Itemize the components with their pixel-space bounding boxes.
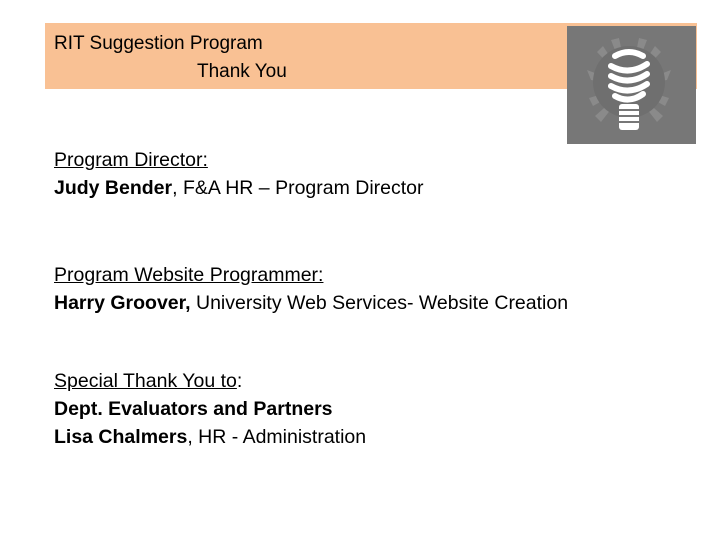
director-name: Judy Bender <box>54 177 173 199</box>
lightbulb-logo <box>567 26 696 144</box>
thanks-name: Lisa Chalmers <box>54 426 188 448</box>
programmer-section <box>54 261 568 317</box>
thanks-heading-suffix: : <box>236 370 243 392</box>
thanks-heading-line <box>54 367 366 395</box>
banner-subtitle: Thank You <box>197 61 287 82</box>
director-detail: , F&A HR – Program Director <box>172 177 424 199</box>
director-line <box>54 174 424 202</box>
programmer-name: Harry Groover, <box>54 292 191 314</box>
thanks-line2 <box>54 423 366 451</box>
thanks-section <box>54 367 366 451</box>
banner-title: RIT Suggestion Program <box>54 33 263 54</box>
thanks-detail: , HR - Administration <box>187 426 367 448</box>
thanks-heading: Special Thank You to <box>54 370 237 392</box>
lightbulb-icon <box>567 26 696 144</box>
programmer-detail: University Web Services- Website Creation <box>190 292 569 314</box>
programmer-line <box>54 289 568 317</box>
director-section <box>54 146 424 202</box>
programmer-heading: Program Website Programmer: <box>54 264 324 286</box>
thanks-line1: Dept. Evaluators and Partners <box>54 398 333 420</box>
director-heading: Program Director: <box>54 149 208 171</box>
